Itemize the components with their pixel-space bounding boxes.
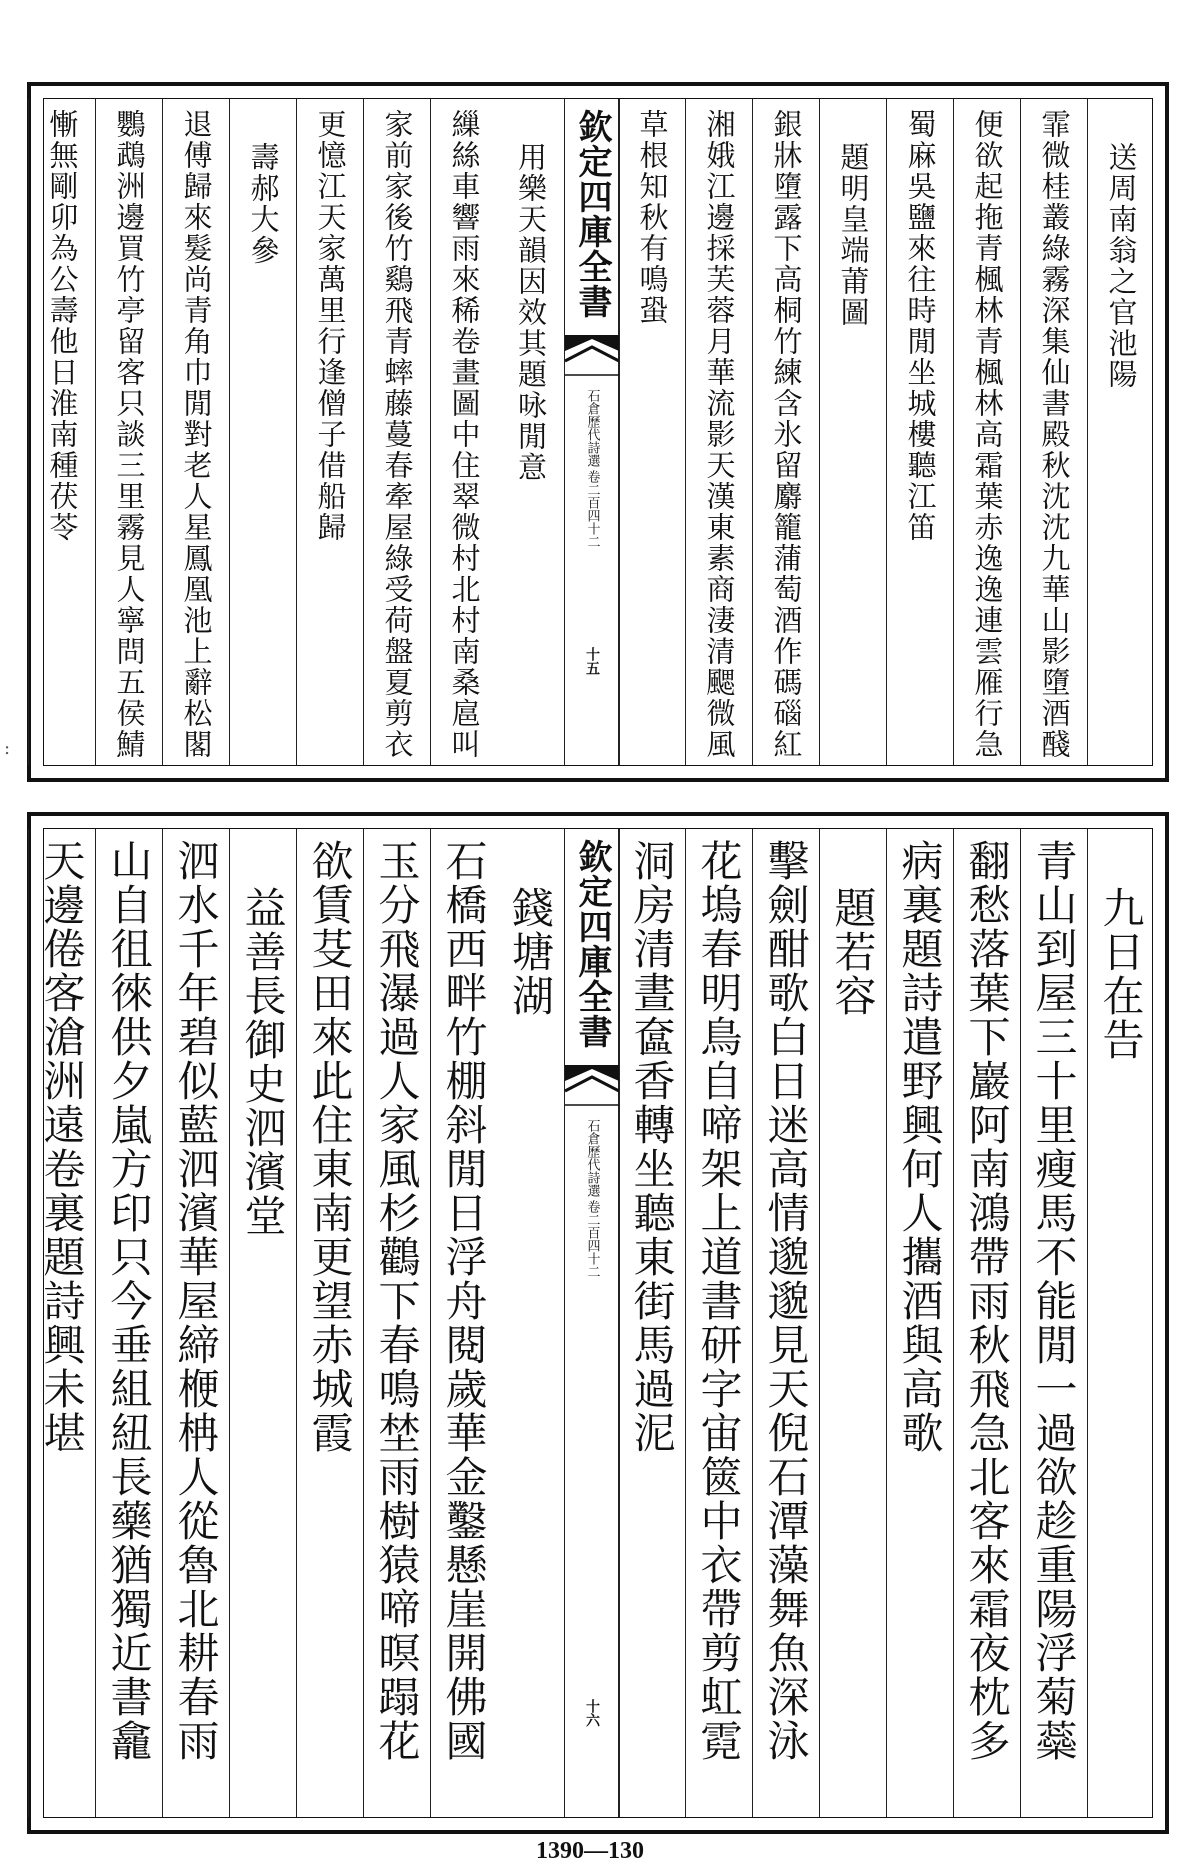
top_page-column-left-7 [28, 99, 95, 765]
poem-line: 病裏題詩遣野興何人攜酒與高歌 [895, 839, 945, 1455]
top_page-column-right-7 [618, 99, 685, 765]
bottom_page-column-left-5 [162, 829, 229, 1817]
poem-line: 洞房清晝奩香轉坐聽東街馬過泥 [627, 839, 677, 1455]
poem-title: 題若容 [828, 886, 878, 1018]
top_page-column-right-5 [752, 99, 819, 765]
volume-info [585, 1119, 600, 1278]
poem-line: 便欲起拖青楓林青楓林高霜葉赤逸逸連雲雁行急 [970, 109, 1005, 760]
poem-line: 翻愁落葉下巖阿南鴻帶雨秋飛急北客來霜夜枕多 [962, 839, 1012, 1763]
poem-line: 欲賃芟田來此住東南更望赤城霞 [305, 839, 355, 1455]
poem-line: 慚無剛卯為公壽他日淮南種茯苓 [45, 109, 80, 543]
poem-line: 青山到屋三十里瘦馬不能閒一過欲趁重陽浮菊蘂 [1029, 839, 1079, 1763]
collection-name: 石倉歷代詩選 [584, 389, 600, 467]
volume-number: 卷二百四十二 [584, 470, 600, 548]
poem-line: 草根知秋有鳴蛩 [635, 109, 670, 326]
top_page-column-right-2 [953, 99, 1020, 765]
page-number: 1390—130 [536, 1838, 644, 1864]
poem-title: 益善長御史泗濱堂 [238, 886, 288, 1238]
top-page-frame [43, 98, 1153, 766]
bottom_page-column-right-1 [1020, 829, 1087, 1817]
bottom-page-frame [37, 828, 1153, 1818]
poem-line: 天邊倦客滄洲遠卷裏題詩興未堪 [37, 839, 87, 1455]
poem-title: 題明皇端莆圖 [836, 142, 871, 328]
poem-title: 送周南翁之官池陽 [1104, 142, 1139, 390]
top_page-column-right-0 [1087, 99, 1154, 765]
poem-line: 蜀麻吳鹽來往時閒坐城樓聽江笛 [903, 109, 938, 543]
top_page-column-right-3 [886, 99, 953, 765]
fish-tail-mark-icon [565, 1063, 619, 1107]
bottom_page-column-right-2 [953, 829, 1020, 1817]
bottom_page-column-right-7 [618, 829, 685, 1817]
poem-title: 用樂天韻因效其題咏閒意 [514, 142, 548, 483]
bottom_page-column-left-4 [229, 829, 296, 1817]
poem-line: 湘娥江邊採芙蓉月華流影天漢東素商淒清颸微風 [702, 109, 737, 760]
poem-line: 山自徂徠供夕嵐方印只今垂組紐長藥猶獨近書龕 [104, 839, 154, 1763]
folio-number: 十五 [584, 647, 600, 675]
top_page-column-right-6 [685, 99, 752, 765]
top_page-column-left-0 [497, 99, 564, 765]
poem-line: 家前家後竹鷄飛青蟀藤蔓春牽屋綠受荷盤夏剪衣 [380, 109, 415, 760]
fish-tail-mark-icon [565, 333, 619, 377]
volume-number: 卷二百四十二 [584, 1200, 600, 1278]
top_page-column-left-5 [162, 99, 229, 765]
bottom_page-column-left-2 [363, 829, 430, 1817]
folio-number: 十六 [584, 1699, 600, 1727]
top_page-column-left-1 [430, 99, 497, 765]
bottom_page-center-column [564, 829, 620, 1817]
poem-title: 九日在告 [1096, 886, 1146, 1062]
poem-line: 擊劍酣歌白日迷高情邈邈見天倪石潭藻舞魚深泳 [761, 839, 811, 1763]
bottom_page-column-left-0 [497, 829, 564, 1817]
top-page [27, 82, 1169, 782]
poem-line: 鸚鵡洲邊買竹亭留客只談三里霧見人寧問五侯鯖 [112, 109, 147, 760]
book-title: 欽定四庫全書 [572, 839, 612, 1049]
poem-line: 更憶江天家萬里行逢僧子借船歸 [313, 109, 348, 543]
top_page-column-right-4 [819, 99, 886, 765]
poem-line: 銀牀墮露下高桐竹練含氷留麝籠蒲萄酒作碼碯紅 [769, 109, 804, 760]
poem-line: 玉分飛瀑過人家風杉鸛下春鳴埜雨樹猿啼暝蹋花 [372, 839, 422, 1763]
bottom_page-column-left-7 [28, 829, 95, 1817]
top_page-column-right-1 [1020, 99, 1087, 765]
poem-line: 石橋西畔竹棚斜閒日浮舟閱歲華金鑿懸崖開佛國 [439, 839, 489, 1763]
book-title: 欽定四庫全書 [572, 109, 612, 319]
bottom_page-column-right-6 [685, 829, 752, 1817]
top_page-column-left-6 [95, 99, 162, 765]
poem-title: 壽郝大參 [246, 142, 281, 266]
bottom_page-column-right-5 [752, 829, 819, 1817]
poem-line: 繅絲車響雨來稀卷畫圖中住翠微村北村南桑扈叫 [447, 109, 482, 760]
poem-line: 退傅歸來髮尚青角巾閒對老人星鳳凰池上辭松閣 [179, 109, 214, 760]
top_page-column-left-2 [363, 99, 430, 765]
bottom_page-column-left-3 [296, 829, 363, 1817]
top_page-column-left-3 [296, 99, 363, 765]
poem-line: 霏微桂叢綠霧深集仙書殿秋沈沈九華山影墮酒醆 [1037, 109, 1072, 760]
bottom_page-column-right-3 [886, 829, 953, 1817]
top_page-center-column [564, 99, 620, 765]
margin-mark: : [4, 738, 11, 759]
poem-line: 泗水千年碧似藍泗濱華屋締楩柟人從魯北耕春雨 [171, 839, 221, 1763]
poem-title: 錢塘湖 [506, 886, 555, 1018]
bottom_page-column-left-1 [430, 829, 497, 1817]
poem-line: 花塢春明鳥自啼架上道書研字宙篋中衣帶剪虹霓 [694, 839, 744, 1763]
collection-name: 石倉歷代詩選 [584, 1119, 600, 1197]
bottom_page-column-right-4 [819, 829, 886, 1817]
bottom_page-column-left-6 [95, 829, 162, 1817]
volume-info [585, 389, 600, 548]
top_page-column-left-4 [229, 99, 296, 765]
bottom_page-column-right-0 [1087, 829, 1154, 1817]
bottom-page [27, 812, 1169, 1834]
